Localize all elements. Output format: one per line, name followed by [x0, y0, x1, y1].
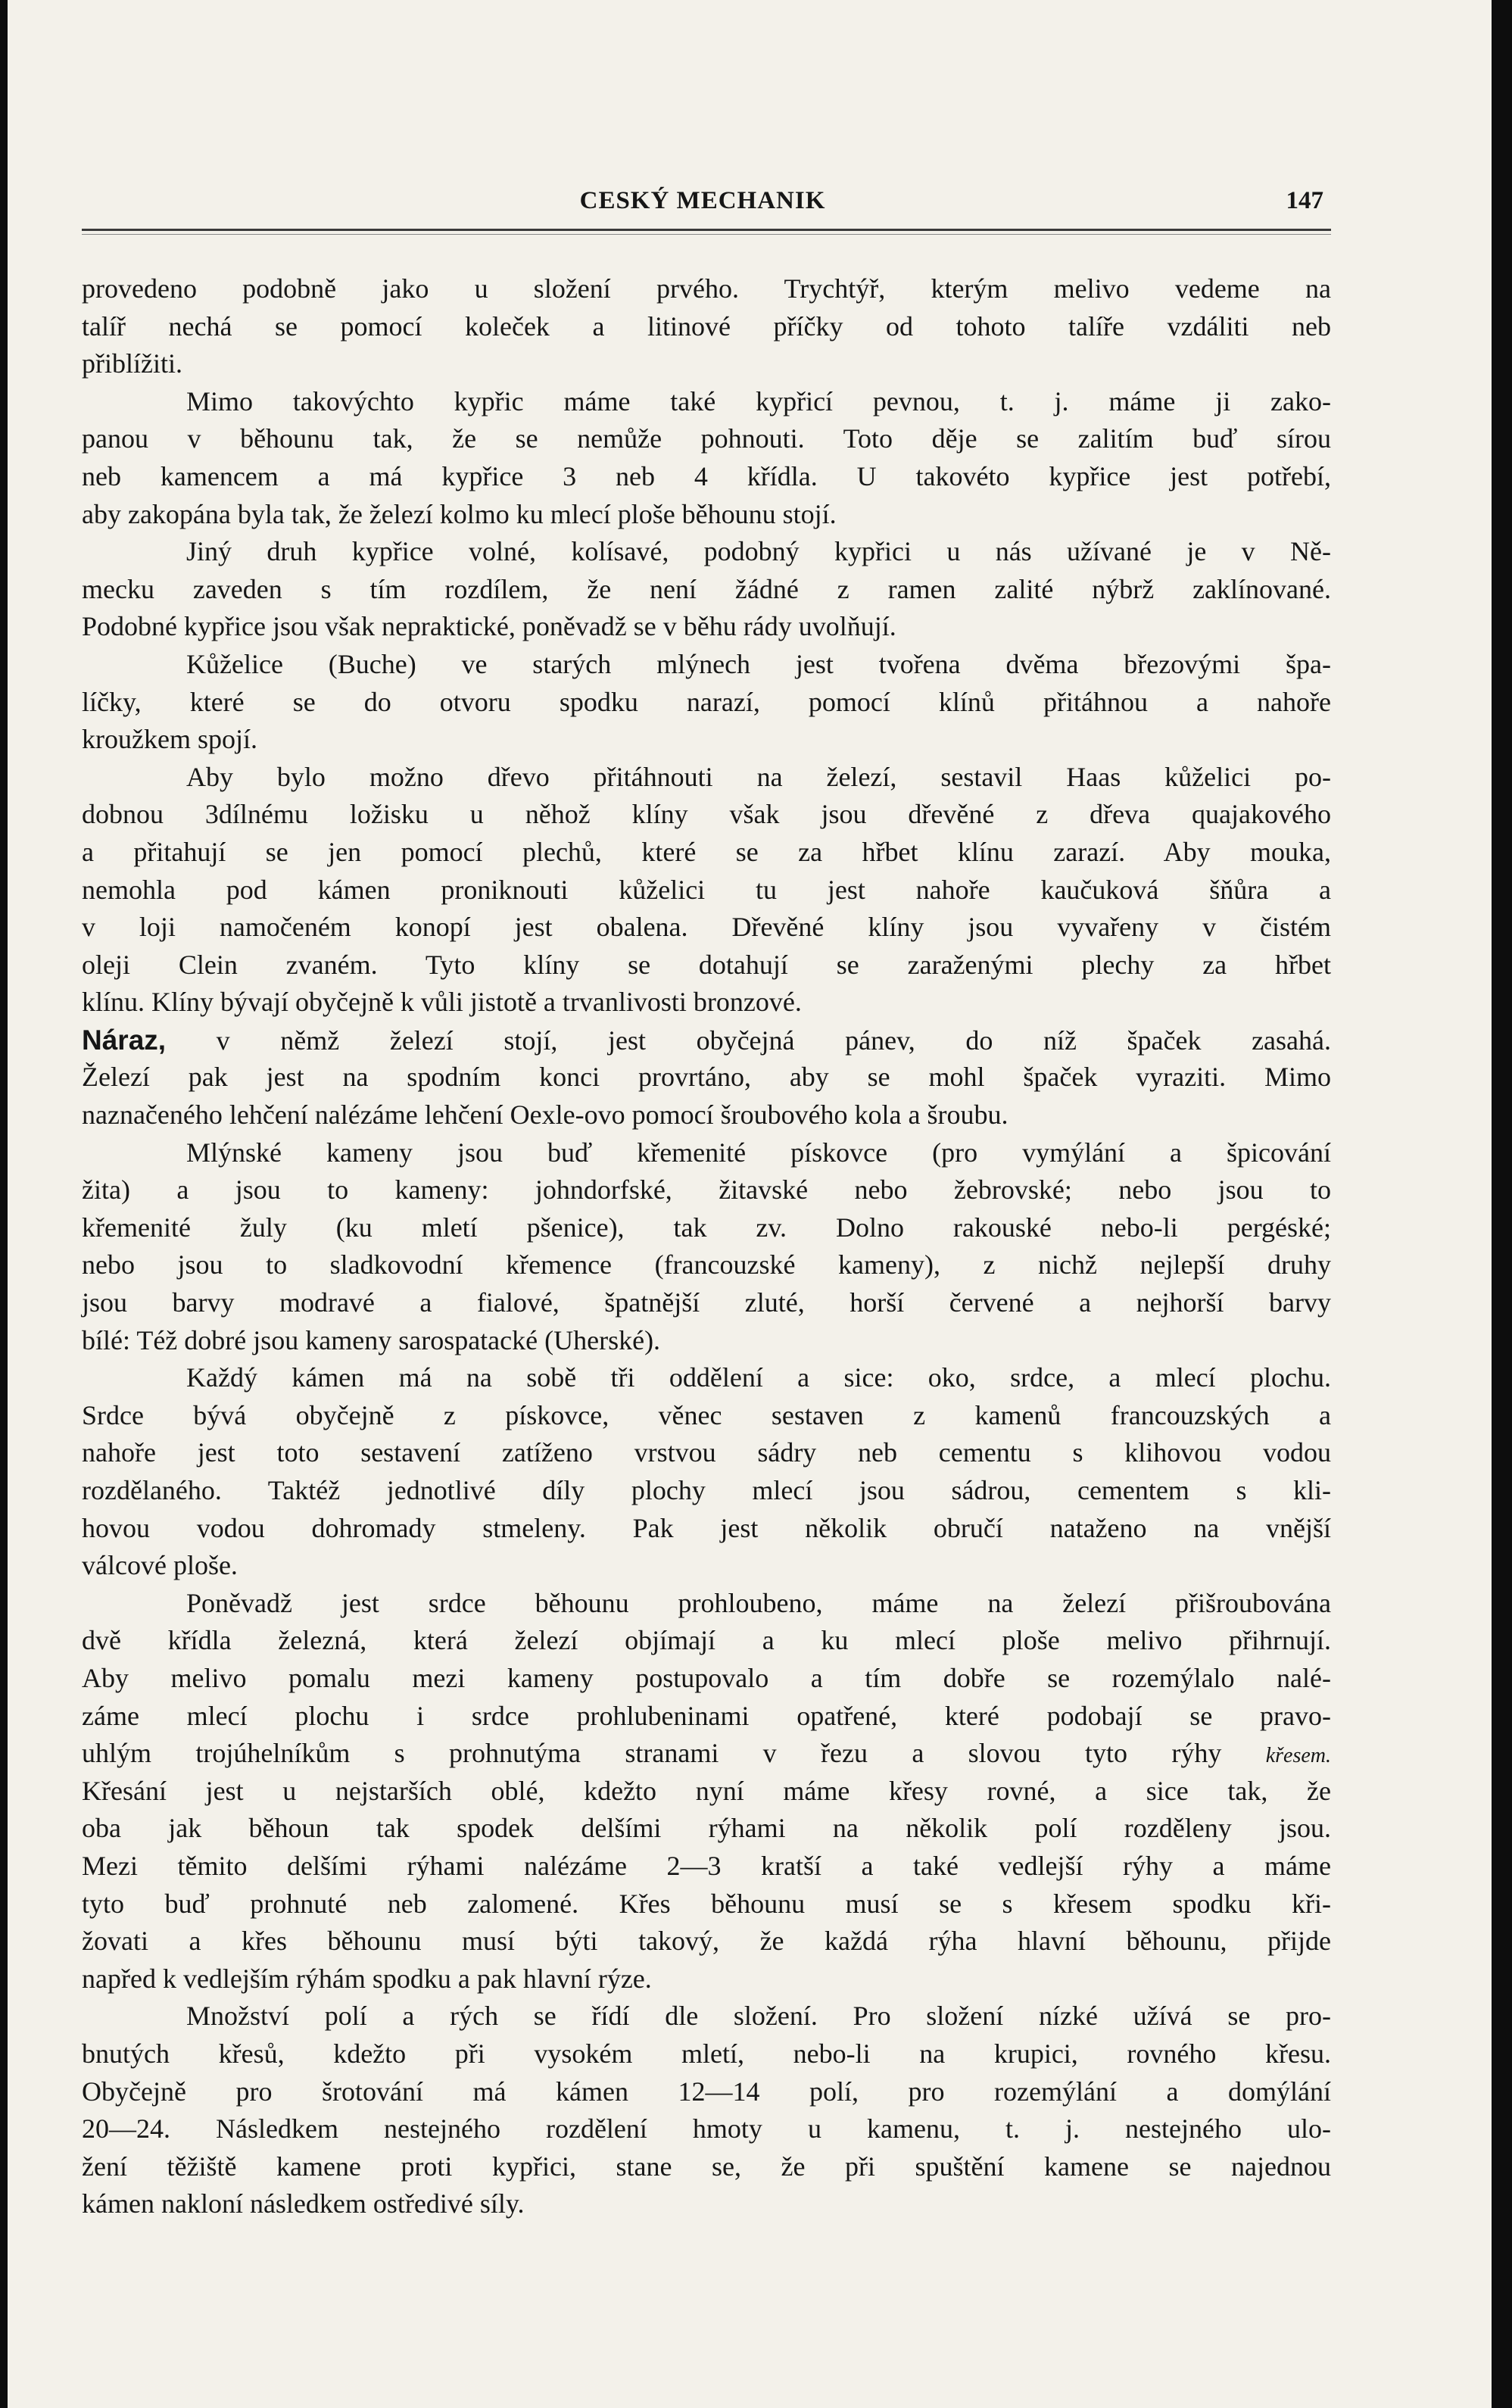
- text-line: Mimo takovýchto kypřic máme také kypřicí pevnou, t. j. máme ji zako-: [186, 385, 1331, 416]
- text-line: Kůželice (Buche) ve starých mlýnech jest tvořena dvěma březovými špa-: [186, 648, 1331, 679]
- text-line: líčky, které se do otvoru spodku narazí, pomocí klínů přitáhnou a nahoře: [82, 686, 1331, 717]
- text-line-naraz: [82, 1022, 1331, 1059]
- text-line-kresem: [82, 1735, 1331, 1773]
- paragraphs-block-2: [82, 1134, 1331, 1736]
- text-line: hovou vodou dohromady stmeleny. Pak jest několik obručí nataženo na vnější: [82, 1512, 1331, 1543]
- paragraphs-block-3: [82, 1773, 1331, 2223]
- text-line: oleji Clein zvaném. Tyto klíny se dotahují se zaraženými plechy za hřbet: [82, 949, 1331, 980]
- text-line: kroužkem spojí.: [82, 724, 257, 755]
- text-line: Množství polí a rých se řídí dle složení. Pro složení nízké užívá se pro-: [186, 2001, 1331, 2032]
- text-line: křemenité žuly (ku mletí pšenice), tak zv. Dolno rakouské nebo-li pergéské;: [82, 1212, 1331, 1243]
- header-rule: [82, 229, 1331, 231]
- text-line: panou v běhounu tak, že se nemůže pohnouti. Toto děje se zalitím buď sírou: [82, 423, 1331, 454]
- text-line: Aby melivo pomalu mezi kameny postupovalo a tím dobře se rozemýlalo nalé-: [82, 1662, 1331, 1693]
- text-line: nebo jsou to sladkovodní křemence (francouzské kameny), z nichž nejlepší druhy: [82, 1249, 1331, 1280]
- text-line: neb kamencem a má kypřice 3 neb 4 křídla. U takovéto kypřice jest potřebí,: [82, 460, 1331, 491]
- text-line: jsou barvy modravé a fialové, špatnější zluté, horší červené a nejhorší barvy: [82, 1287, 1331, 1318]
- header-rule-thin: [82, 234, 1331, 235]
- text-line: Každý kámen má na sobě tři oddělení a sice: oko, srdce, a mlecí plochu.: [186, 1362, 1331, 1393]
- text-line: Mlýnské kameny jsou buď křemenité pískovce (pro vymýlání a špicování: [186, 1137, 1331, 1168]
- term-kresem: křesem.: [1265, 1744, 1332, 1768]
- text-line: Obyčejně pro šrotování má kámen 12—14 polí, pro rozemýlání a domýlání: [82, 2076, 1331, 2107]
- krese-line-text: uhlým trojúhelníkům s prohnutýma stranami v řezu a slovou tyto rýhy: [82, 1738, 1222, 1769]
- text-line: záme mlecí plochu i srdce prohlubeninami opatřené, které podobají se pravo-: [82, 1700, 1331, 1731]
- text-line: Podobné kypřice jsou však nepraktické, poněvadž se v běhu rády uvolňují.: [82, 611, 896, 642]
- book-page: [8, 0, 1492, 2408]
- text-line: klínu. Klíny bývají obyčejně k vůli jistotě a trvanlivosti bronzové.: [82, 987, 802, 1018]
- text-line: Mezi těmito delšími rýhami nalézáme 2—3 kratší a také vedlejší rýhy a máme: [82, 1850, 1331, 1881]
- text-line: naznačeného lehčení nalézáme lehčení Oexle-ovo pomocí šroubového kola a šroubu.: [82, 1100, 1009, 1131]
- text-line: v loji namočeném konopí jest obalena. Dřevěné klíny jsou vyvařeny v čistém: [82, 912, 1331, 943]
- text-line: žovati a křes běhounu musí býti takový, že každá rýha hlavní běhounu, přijde: [82, 1926, 1331, 1957]
- text-line: kámen nakloní následkem ostředivé síly.: [82, 2188, 525, 2219]
- text-line: Aby bylo možno dřevo přitáhnouti na železí, sestavil Haas kůželici po-: [186, 761, 1331, 792]
- text-line: žení těžiště kamene proti kypřici, stane se, že při spuštění kamene se najednou: [82, 2151, 1331, 2182]
- text-line: Železí pak jest na spodním konci provrtáno, aby se mohl špaček vyraziti. Mimo: [82, 1062, 1331, 1093]
- text-line: a přitahují se jen pomocí plechů, které se za hřbet klínu zarazí. Aby mouka,: [82, 836, 1331, 867]
- text-line: mecku zaveden s tím rozdílem, že není žádné z ramen zalité nýbrž zaklínované.: [82, 573, 1331, 604]
- text-line: bnutých křesů, kdežto při vysokém mletí, nebo-li na krupici, rovného křesu.: [82, 2038, 1331, 2069]
- text-line: Křesání jest u nejstarších oblé, kdežto nyní máme křesy rovné, a sice tak, že: [82, 1775, 1331, 1806]
- text-line: nemohla pod kámen proniknouti kůželici tu jest nahoře kaučuková šňůra a: [82, 874, 1331, 905]
- body-text: [82, 270, 1331, 2223]
- text-line: nahoře jest toto sestavení zatíženo vrstvou sádry neb cementu s klihovou vodou: [82, 1437, 1331, 1468]
- text-line: dvě křídla železná, která železí objímají a ku mlecí ploše melivo přihrnují.: [82, 1625, 1331, 1656]
- paragraphs-block-1: [82, 270, 1331, 1022]
- text-line: žita) a jsou to kameny: johndorfské, žitavské nebo žebrovské; nebo jsou to: [82, 1174, 1331, 1206]
- text-line: rozdělaného. Taktéž jednotlivé díly plochy mlecí jsou sádrou, cementem s kli-: [82, 1475, 1331, 1505]
- text-line: bílé: Též dobré jsou kameny sarospatacké (Uherské).: [82, 1324, 661, 1355]
- naraz-line-rest: v němž železí stojí, jest obyčejná pánev, do níž špaček zasahá.: [216, 1025, 1331, 1056]
- page-number: 147: [1286, 187, 1323, 214]
- text-line: Jiný druh kypřice volné, kolísavé, podobný kypřici u nás užívané je v Ně-: [186, 536, 1331, 567]
- text-line: napřed k vedlejším rýhám spodku a pak hlavní rýze.: [82, 1963, 652, 1994]
- text-line: přiblížiti.: [82, 348, 182, 379]
- text-line: talíř nechá se pomocí koleček a litinové příčky od tohoto talíře vzdáliti neb: [82, 310, 1331, 342]
- text-line: aby zakopána byla tak, že železí kolmo ku mlecí ploše běhounu stojí.: [82, 498, 837, 529]
- text-line: provedeno podobně jako u složení prvého. Trychtýř, kterým melivo vedeme na: [82, 273, 1331, 304]
- text-line: Poněvadž jest srdce běhounu prohloubeno, máme na železí přišroubována: [186, 1587, 1331, 1618]
- running-title: CESKÝ MECHANIK: [579, 187, 826, 214]
- text-line: dobnou 3dílnému ložisku u něhož klíny však jsou dřevěné z dřeva quajakového: [82, 799, 1331, 830]
- text-line: Srdce bývá obyčejně z pískovce, věnec sestaven z kamenů francouzských a: [82, 1399, 1331, 1430]
- text-line: 20—24. Následkem nestejného rozdělení hmoty u kamenu, t. j. nestejného ulo-: [82, 2113, 1331, 2144]
- text-line: oba jak běhoun tak spodek delšími rýhami na několik polí rozděleny jsou.: [82, 1813, 1331, 1844]
- text-line: válcové ploše.: [82, 1550, 238, 1581]
- text-line: tyto buď prohnuté neb zalomené. Křes běhounu musí se s křesem spodku kři-: [82, 1888, 1331, 1919]
- term-naraz: Náraz,: [82, 1024, 167, 1056]
- page-header: [82, 187, 1323, 225]
